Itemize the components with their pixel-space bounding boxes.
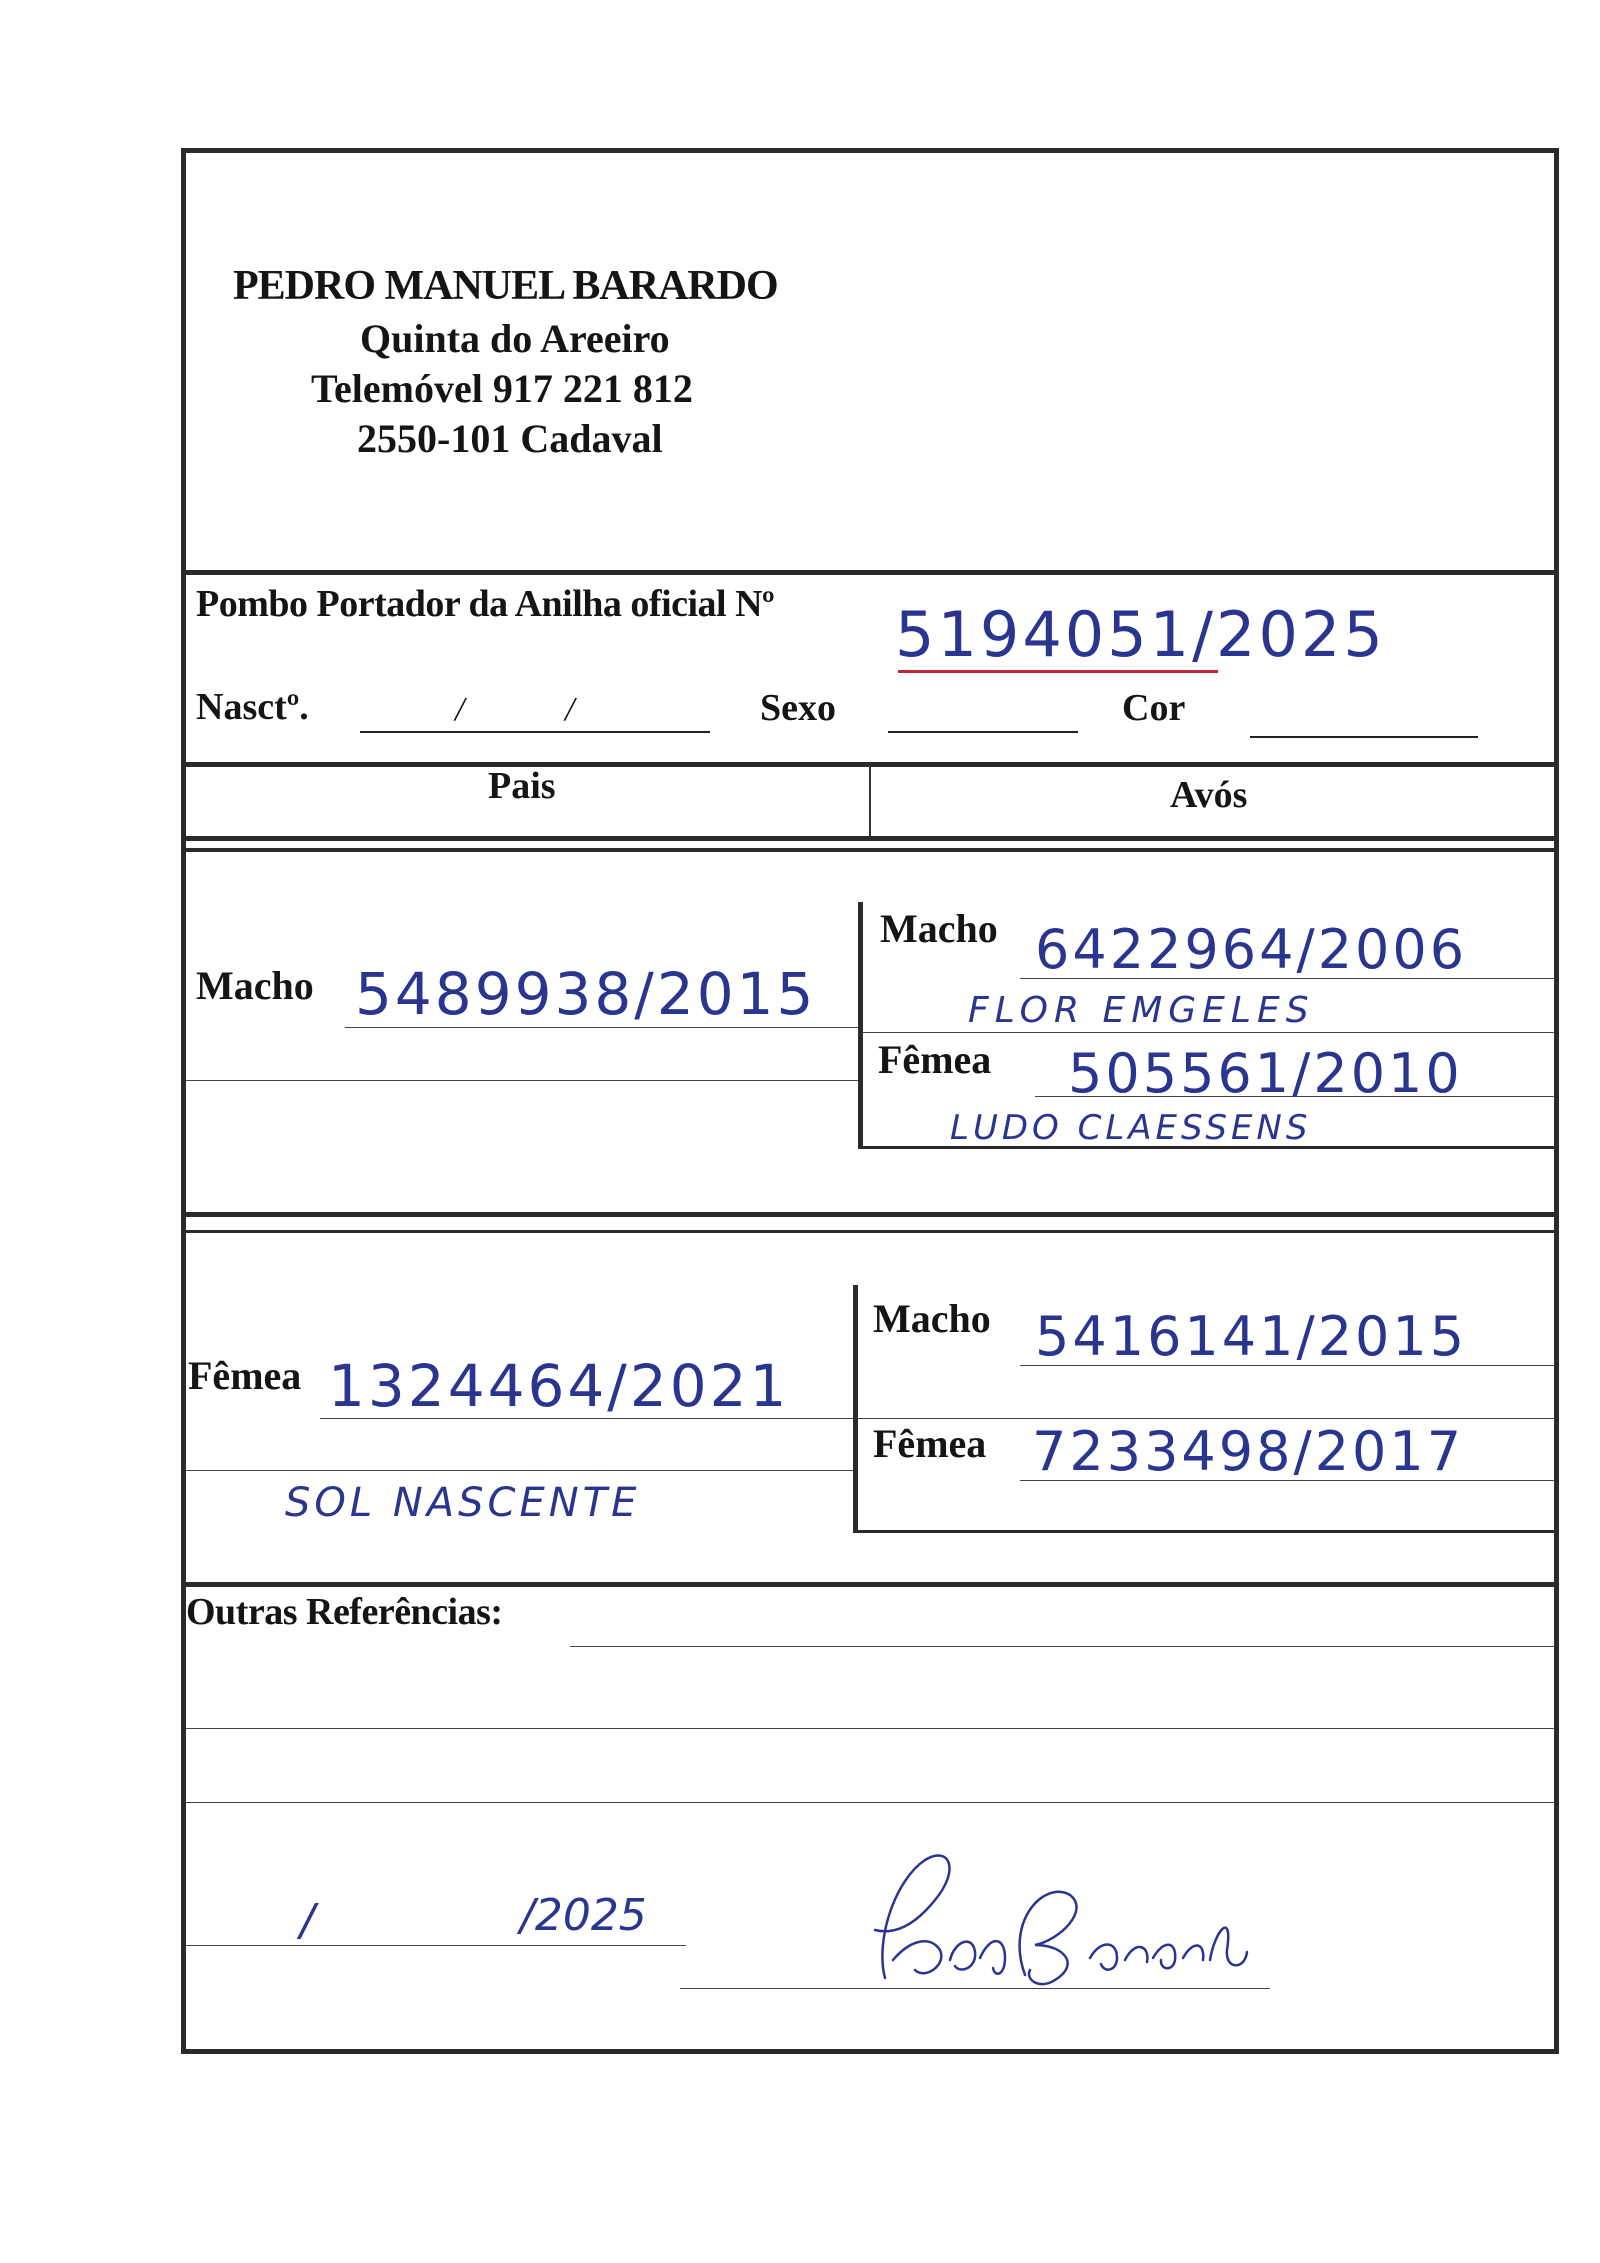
birth-label: Nasctº. bbox=[196, 686, 309, 728]
birth-date-field[interactable] bbox=[360, 691, 710, 733]
other-line-2[interactable] bbox=[186, 1728, 1555, 1729]
mother-grandfather-extra-line bbox=[858, 1418, 1555, 1419]
footer-date-line[interactable] bbox=[186, 1945, 686, 1946]
other-section-top bbox=[186, 1582, 1554, 1587]
ring-label: Pombo Portador da Anilha oficial Nº bbox=[196, 583, 775, 625]
mother-grandfather-label: Macho bbox=[873, 1296, 991, 1341]
ring-number-underline bbox=[898, 670, 1218, 673]
mother-label: Fêmea bbox=[188, 1353, 302, 1398]
father-grandparents-box-bottom bbox=[858, 1146, 1555, 1149]
father-ring: 5489938/2015 bbox=[355, 960, 817, 1028]
column-grandparents: Avós bbox=[1170, 774, 1248, 816]
father-section-top bbox=[186, 848, 1554, 852]
footer-date: /2025 bbox=[520, 1890, 647, 1941]
mother-grandparents-box-bottom bbox=[853, 1530, 1555, 1533]
father-label: Macho bbox=[196, 963, 314, 1008]
breeder-name: PEDRO MANUEL BARARDO bbox=[233, 263, 778, 309]
father-grandfather-name-line bbox=[862, 1032, 1555, 1033]
mother-section-top-2 bbox=[186, 1230, 1554, 1233]
ring-number: 5194051/2025 bbox=[895, 598, 1386, 671]
other-line-1[interactable] bbox=[570, 1646, 1555, 1647]
signature-line[interactable] bbox=[680, 1988, 1270, 1989]
signature-drawing bbox=[855, 1840, 1255, 2000]
birth-slash-1: / bbox=[455, 691, 465, 728]
other-line-3[interactable] bbox=[186, 1802, 1555, 1803]
signature bbox=[855, 1840, 1255, 2000]
father-grandfather-label: Macho bbox=[880, 906, 998, 951]
father-grandfather-name: FLOR EMGELES bbox=[968, 990, 1315, 1031]
breeder-address: Quinta do Areeiro bbox=[360, 316, 670, 361]
column-parents: Pais bbox=[488, 765, 556, 807]
birth-slash-2: / bbox=[565, 691, 575, 728]
father-grandparents-box-left bbox=[858, 902, 863, 1148]
mother-grandparents-box-left bbox=[853, 1285, 858, 1531]
father-extra-line bbox=[186, 1080, 860, 1081]
column-divider bbox=[869, 766, 871, 838]
father-grandmother-ring-line bbox=[1035, 1096, 1555, 1097]
mother-grandfather-ring-line bbox=[1020, 1365, 1555, 1366]
color-field[interactable] bbox=[1250, 700, 1478, 738]
breeder-phone: Telemóvel 917 221 812 bbox=[311, 366, 693, 411]
color-label: Cor bbox=[1122, 687, 1186, 729]
footer-date-slash: / bbox=[300, 1895, 315, 1946]
mother-grandfather-ring: 5416141/2015 bbox=[1035, 1305, 1468, 1368]
father-grandmother-name: LUDO CLAESSENS bbox=[950, 1108, 1312, 1148]
breeder-postal: 2550-101 Cadaval bbox=[357, 416, 663, 461]
column-header-bottom bbox=[186, 836, 1554, 841]
mother-grandmother-ring: 7233498/2017 bbox=[1032, 1420, 1465, 1483]
mother-section-top bbox=[186, 1212, 1554, 1217]
father-grandfather-ring-line bbox=[1020, 978, 1555, 979]
mother-ring: 1324464/2021 bbox=[328, 1352, 790, 1420]
header-divider bbox=[186, 570, 1554, 575]
mother-grandmother-label: Fêmea bbox=[873, 1421, 987, 1466]
father-grandmother-label: Fêmea bbox=[878, 1037, 992, 1082]
mother-name: SOL NASCENTE bbox=[285, 1480, 641, 1526]
other-label: Outras Referências: bbox=[186, 1591, 503, 1633]
father-ring-line bbox=[345, 1027, 860, 1028]
sex-field[interactable] bbox=[888, 695, 1078, 733]
father-grandfather-ring: 6422964/2006 bbox=[1035, 918, 1468, 981]
mother-name-line bbox=[186, 1470, 855, 1471]
sex-label: Sexo bbox=[760, 687, 836, 729]
mother-grandmother-ring-line bbox=[1020, 1480, 1555, 1481]
mother-ring-line bbox=[320, 1418, 855, 1419]
father-grandmother-ring: 505561/2010 bbox=[1068, 1042, 1463, 1105]
